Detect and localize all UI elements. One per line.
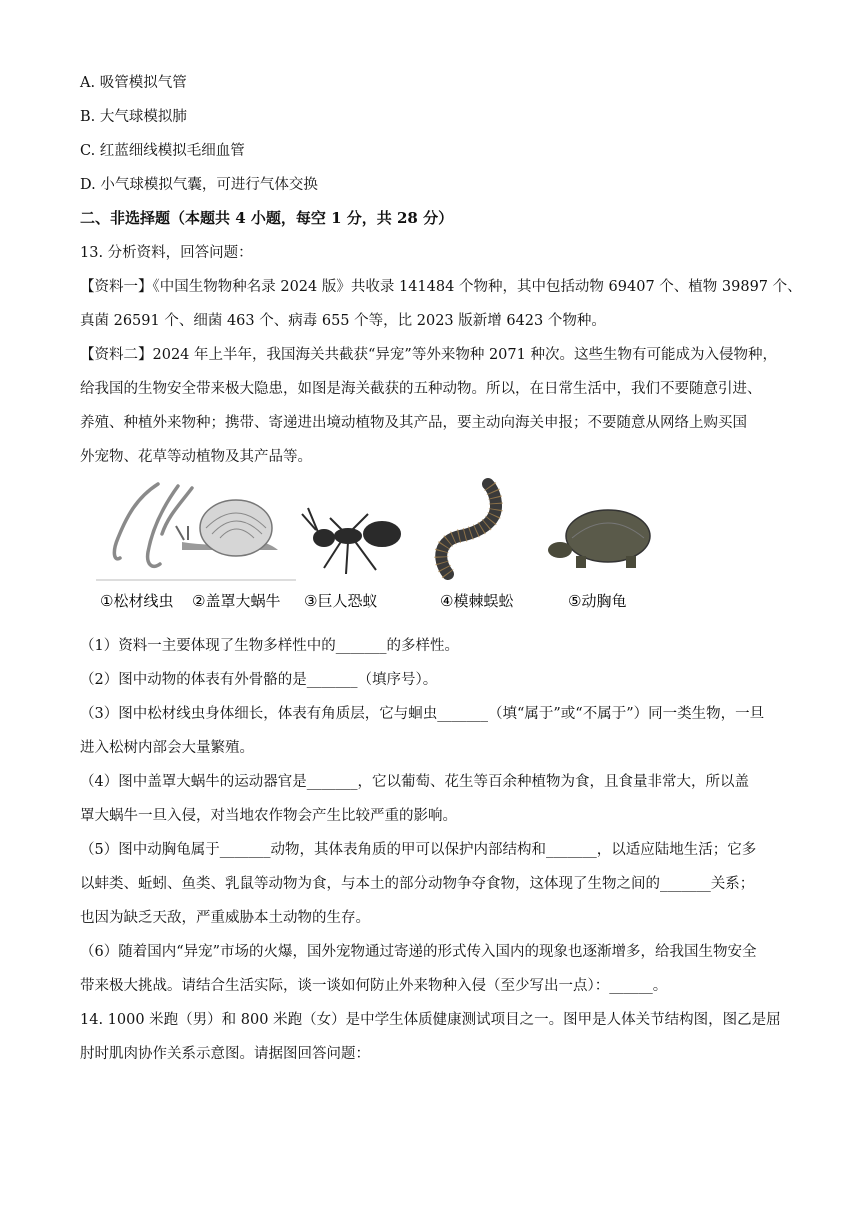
figure-label-1: ①松材线虫 [100,592,174,610]
q13-sub-2: （2）图中动物的体表有外骨骼的是_______（填序号）。 [80,672,438,688]
figure-label-2: ②盖罩大蜗牛 [192,592,281,610]
option-b: B. 大气球模拟肺 [80,109,187,125]
section-title: 二、非选择题（本题共 4 小题，每空 1 分，共 28 分） [80,209,454,227]
turtle-image [548,510,650,568]
figure-label-3: ③巨人恐蚁 [304,592,378,610]
q13-sub-4-line-2: 罩大蜗牛一旦入侵，对当地农作物会产生比较严重的影响。 [80,808,457,824]
material2-line-2: 给我国的生物安全带来极大隐患，如图是海关截获的五种动物。所以，在日常生活中，我们不要随意引进、 [80,381,762,397]
q13-sub-5-line-1: （5）图中动胸龟属于_______动物，其体表角质的甲可以保护内部结构和_______，以适应陆地生活；它多 [80,842,757,858]
q14-line-2: 肘时肌肉协作关系示意图。请据图回答问题： [80,1046,370,1062]
q13-sub-5-line-3: 也因为缺乏天敌，严重威胁本土动物的生存。 [80,910,370,926]
q13-sub-3-line-2: 进入松树内部会大量繁殖。 [80,740,254,756]
q13-stem: 13. 分析资料，回答问题： [80,245,253,261]
q14-line-1: 14. 1000 米跑（男）和 800 米跑（女）是中学生体质健康测试项目之一。图甲是人体关节结构图，图乙是屈 [80,1012,781,1028]
centipede-image [441,484,496,574]
ant-image [302,508,400,574]
option-c: C. 红蓝细线模拟毛细血管 [80,143,245,159]
option-a: A. 吸管模拟气管 [80,75,187,91]
material2-line-3: 养殖、种植外来物种；携带、寄递进出境动植物及其产品，要主动向海关申报；不要随意从网络上购买国 [80,415,747,431]
q13-sub-4-line-1: （4）图中盖罩大蜗牛的运动器官是_______，它以葡萄、花生等百余种植物为食，且食量非常大，所以盖 [80,774,749,790]
option-d: D. 小气球模拟气囊，可进行气体交换 [80,177,318,193]
q13-sub-5-line-2: 以蚌类、蚯蚓、鱼类、乳鼠等动物为食，与本土的部分动物争夺食物，这体现了生物之间的_______关系； [80,876,755,892]
q13-sub-1: （1）资料一主要体现了生物多样性中的_______的多样性。 [80,638,459,654]
material1-line-2: 真菌 26591 个、细菌 463 个、病毒 655 个等，比 2023 版新增 6423 个物种。 [80,313,606,329]
material2-line-4: 外宠物、花草等动植物及其产品等。 [80,449,312,465]
material2-line-1: 【资料二】2024 年上半年，我国海关共截获“异宠”等外来物种 2071 种次。这些生物有可能成为入侵物种， [80,347,777,363]
q13-sub-3-line-1: （3）图中松材线虫身体细长，体表有角质层，它与蛔虫_______（填“属于”或“不属于”）同一类生物，一旦 [80,706,765,722]
nematode-image [114,484,192,566]
q13-sub-6-line-2: 带来极大挑战。请结合生活实际，谈一谈如何防止外来物种入侵（至少写出一点）：______。 [80,978,668,994]
figure-label-5: ⑤动胸龟 [568,592,627,610]
snail-image [176,500,278,556]
q13-sub-6-line-1: （6）随着国内“异宠”市场的火爆，国外宠物通过寄递的形式传入国内的现象也逐渐增多，给我国生物安全 [80,944,757,960]
figure-label-4: ④模棘蜈蚣 [440,592,514,610]
material1-line-1: 【资料一】《中国生物物种名录 2024 版》共收录 141484 个物种，其中包括动物 69407 个、植物 39897 个、 [80,279,802,295]
